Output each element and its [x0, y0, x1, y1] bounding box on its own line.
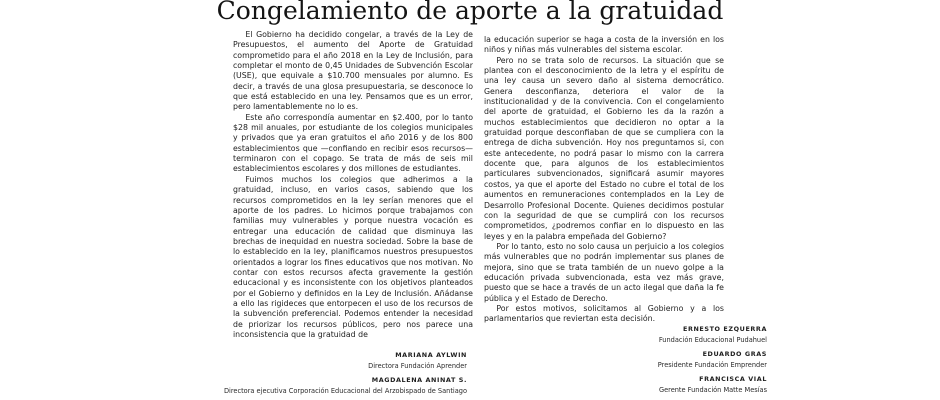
paragraph: la educación superior se haga a costa de la inversión en los niños y niñas más vulnerables del sistema escolar.: [484, 35, 724, 55]
signatory-name: MAGDALENA ANINAT S.: [371, 376, 467, 384]
signature-block: [167, 375, 467, 397]
paragraph: Por lo tanto, esto no solo causa un perjuicio a los colegios más vulnerables que no podrán implementar sus planes de mejora, sino que se trata también de un nuevo golpe a la educación privada subvencionada, esta vez más grave, puesto que se hace a través de un acto ilegal que daña la fe pública y el Estado de Derecho.: [484, 241, 724, 303]
paragraph: Pero no se trata solo de recursos. La situación que se plantea con el desconocimiento de la letra y el espíritu de una ley causa un severo daño al sistema democrático. Genera desconfianza, deteriora el valor de la institucionalidad y de la convivencia. Con el congelamiento del aporte de gratuidad, el Gobierno les da la razón a muchos establecimientos que decidieron no optar a la gratuidad porque desconfiaban de que se cumpliera con la entrega de dicha subvención. Hoy nos preguntamos si, con este antecedente, no podrá pasar lo mismo con la carrera docente que, para algunos de los establecimientos particulares subvencionados, significará asumir mayores costos, ya que el aporte del Estado no cubre el total de los aumentos en remuneraciones contemplados en la Ley de Desarrollo Profesional Docente. Quienes decidimos postular con la seguridad de que se cumplirá con los recursos comprometidos, ¿podremos confiar en lo dispuesto en las leyes y en la palabra empeñada del Gobierno?: [484, 55, 724, 241]
paragraph: Este año correspondía aumentar en $2.400, por lo tanto $28 mil anuales, por estudiante de los colegios municipales y privados que ya eran gratuitos el año 2016 y de los 800 establecimientos que —confiando en recibir esos recursos— terminaron con el copago. Se trata de más de seis mil establecimientos escolares y dos millones de estudiantes.: [233, 112, 473, 174]
article-right-column: [484, 35, 724, 325]
paragraph: Por estos motivos, solicitamos al Gobierno y a los parlamentarios que reviertan esta decisión.: [484, 303, 724, 324]
article-title: Congelamiento de aporte a la gratuidad: [216, 0, 724, 25]
paragraph: Fuimos muchos los colegios que adherimos a la gratuidad, incluso, en varios casos, sabiendo que los recursos comprometidos en la ley serían menores que el aporte de los padres. Lo hicimos porque trabajamos con familias muy vulnerables y porque nuestra vocación es entregar una educación de calidad que disminuya las brechas de inequidad en nuestra sociedad. Sobre la base de lo establecido en la ley, planificamos nuestros presupuestos orientados a lograr los fines educativos que nos motivan. No contar con estos recursos afecta gravemente la gestión educacional y es inconsistente con los objetivos planteados por el Gobierno y definidos en la Ley de Inclusión. Añádanse a ello las rigideces que entorpecen el uso de los recursos de la subvención preferencial. Podemos entender la necesidad de priorizar los recursos públicos, pero nos parece una inconsistencia que la gratuidad de: [233, 174, 473, 339]
signatory-name: MARIANA AYLWIN: [395, 351, 467, 359]
signatory-role: Presidente Fundación Emprender: [657, 361, 767, 369]
signatory-name: ERNESTO EZQUERRA: [683, 325, 767, 333]
paragraph: El Gobierno ha decidido congelar, a través de la Ley de Presupuestos, el aumento del Aporte de Gratuidad comprometido para el año 2018 en la Ley de Inclusión, para completar el monto de 0,45 Unidades de Subvención Escolar (USE), que equivale a $10.700 mensuales por alumno. Es decir, a través de una glosa presupuestaria, se desconoce lo que está establecido en una ley. Pensamos que es un error, pero lamentablemente no lo es.: [233, 30, 473, 112]
signature-block: [467, 324, 767, 346]
signature-block: [167, 350, 467, 372]
signatory-name: EDUARDO GRAS: [702, 350, 767, 358]
signatory-role: Gerente Fundación Matte Mesías: [658, 386, 767, 394]
signatory-role: Directora Fundación Aprender: [368, 362, 467, 370]
signatory-role: Fundación Educacional Pudahuel: [658, 336, 767, 344]
signature-block: [467, 349, 767, 371]
signatory-name: FRANCISCA VIAL: [699, 375, 767, 383]
signature-block: [467, 374, 767, 396]
signatory-role: Directora ejecutiva Corporación Educacional del Arzobispado de Santiago: [223, 387, 467, 395]
article-left-column: [233, 30, 473, 340]
